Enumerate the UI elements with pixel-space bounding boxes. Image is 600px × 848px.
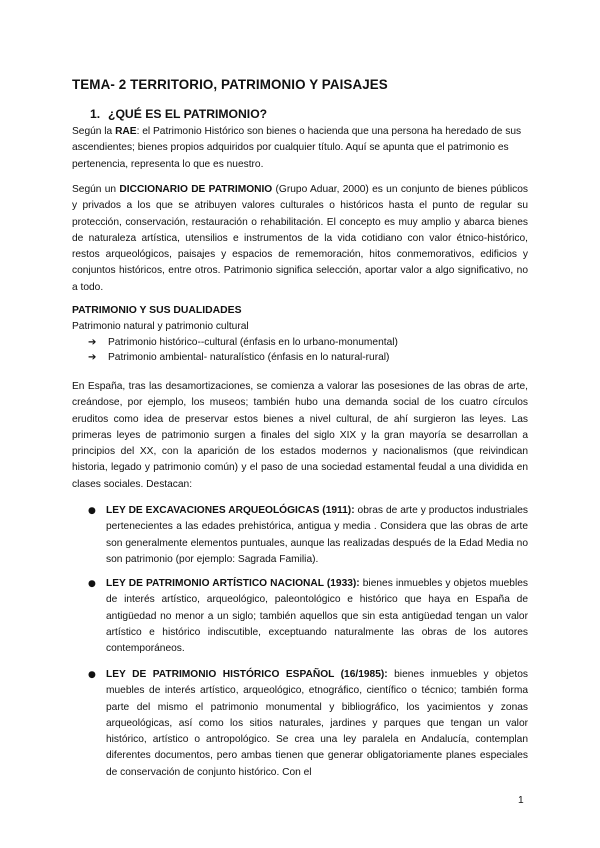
- section-heading: [90, 107, 267, 121]
- law-title: LEY DE EXCAVACIONES ARQUEOLÓGICAS (1911):: [106, 505, 355, 516]
- law-title: LEY DE PATRIMONIO HISTÓRICO ESPAÑOL (16/1985):: [106, 669, 388, 680]
- law-title: LEY DE PATRIMONIO ARTÍSTICO NACIONAL (1933):: [106, 578, 360, 589]
- bullet-icon: ●: [88, 670, 96, 680]
- arrow-icon: ➔: [88, 352, 97, 363]
- paragraph-espana: En España, tras las desamortizaciones, se comienza a valorar las posesiones de las obras de arte, creándose, por ejemplo, los museos; también hubo una demanda social de los cuatro círculos eruditos como idea de preservar estos bienes a nivel cultural, de ahí surgieron las leyes. Las primeras leyes de patrimonio surgen a finales del siglo XIX y la gran mayoría se desarrollan a principios del XX, con la aparición de los estados modernos y nacionalismos (que reivindican historia, legado y patrimonio común) y el paso de una sociedad estamental feudal a una dividida en clases sociales. Destacan:: [72, 381, 528, 490]
- rae-term: RAE: [115, 126, 137, 137]
- section-title: ¿QUÉ ES EL PATRIMONIO?: [108, 107, 268, 121]
- subsection-heading: PATRIMONIO Y SUS DUALIDADES: [72, 305, 242, 316]
- law-item: ● LEY DE EXCAVACIONES ARQUEOLÓGICAS (1911): obras de arte y productos industriales pertenecientes a las edades prehistórica, antigua y media . Considera que las obras de arte son generalmente elementos puntuales, aunque las realizadas después de la Edad Media no son patrimonio (por ejemplo: Sagrada Familia).: [88, 505, 528, 565]
- dualidades-intro: Patrimonio natural y patrimonio cultural: [72, 321, 249, 332]
- law-item: ● LEY DE PATRIMONIO ARTÍSTICO NACIONAL (1933): bienes inmuebles y objetos muebles de interés artístico, arqueológico, paleontológico e histórico que haya en España de antigüedad no menor a un siglo; también aquellos que sin esta antigüedad tengan un valor artístico e histórico indiscutible, exceptuando naturalmente las obras de los autores contemporáneos.: [88, 578, 528, 655]
- diccionario-term: DICCIONARIO DE PATRIMONIO: [119, 184, 273, 195]
- page-number: 1: [518, 795, 524, 806]
- section-number: 1.: [90, 107, 101, 121]
- list-item: ➔ Patrimonio ambiental- naturalístico (énfasis en lo natural-rural): [88, 352, 390, 363]
- paragraph-rae: Según la RAE: el Patrimonio Histórico son bienes o hacienda que una persona ha heredado de sus ascendientes; bienes propios adquiridos por cualquier título. Aquí se apunta que el patrimonio es pertenencia, representa lo que es nuestro.: [72, 126, 522, 170]
- bullet-icon: ●: [88, 579, 96, 589]
- paragraph-diccionario: Según un DICCIONARIO DE PATRIMONIO (Grupo Aduar, 2000) es un conjunto de bienes públicos y privados a los que se atribuyen valores culturales o históricos hasta el punto de regular su protección, conservación, restauración o rehabilitación. El concepto es muy amplio y abarca bienes de naturaleza artística, utensilios e instrumentos de la vida cotidiano con valor étnico-histórico, restos arqueológicos, paisajes y espacios de rememoración, hitos conmemorativos, edificios y conjuntos históricos, entre otros. Patrimonio significa selección, aportar valor a algo significativo, no a todo.: [72, 184, 528, 293]
- bullet-icon: ●: [88, 506, 96, 516]
- arrow-icon: ➔: [88, 337, 97, 348]
- list-item: ➔ Patrimonio histórico--cultural (énfasis en lo urbano-monumental): [88, 337, 398, 348]
- document-title: TEMA- 2 TERRITORIO, PATRIMONIO Y PAISAJES: [72, 77, 388, 92]
- law-item: ● LEY DE PATRIMONIO HISTÓRICO ESPAÑOL (16/1985): bienes inmuebles y objetos muebles de interés artístico, arqueológico, etnográfico, científico o técnico; también forma parte del mismo el patrimonio monumental y bibliográfico, los yacimientos y zonas arqueológicas, así como los sitios naturales, jardines y parques que tengan un valor histórico, artístico o antropológico. Se crea una ley paralela en Andalucía, contemplan diferentes documentos, pero ambas tienen que generar obligatoriamente planes especiales de conservación de conjunto histórico. Con el: [88, 669, 528, 778]
